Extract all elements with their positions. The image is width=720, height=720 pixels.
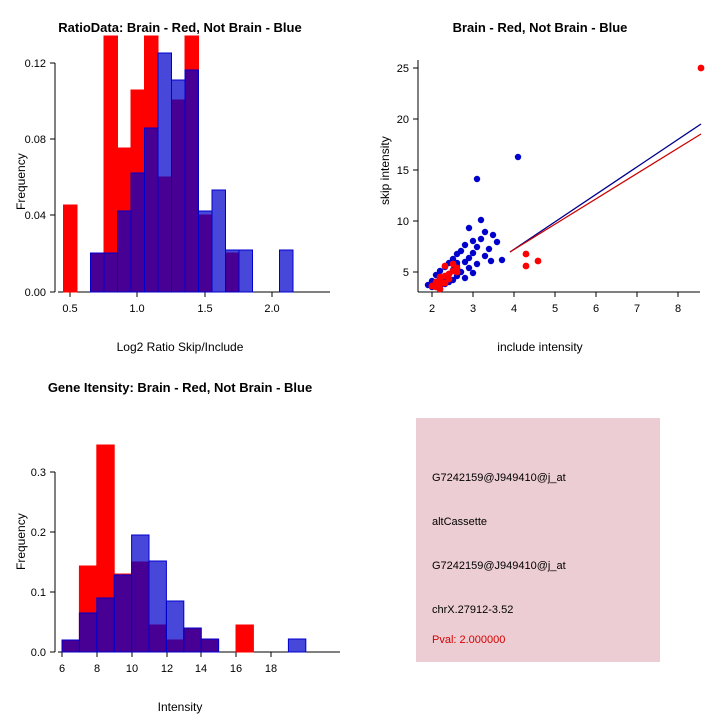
ratio-histogram-xlabel: Log2 Ratio Skip/Include bbox=[116, 340, 244, 354]
svg-text:0.1: 0.1 bbox=[30, 587, 46, 599]
scatter-ylabel: skip intensity bbox=[378, 136, 392, 205]
svg-text:8: 8 bbox=[93, 663, 101, 675]
scatter-title: Brain - Red, Not Brain - Blue bbox=[452, 20, 628, 35]
svg-text:3: 3 bbox=[469, 303, 477, 315]
svg-text:10: 10 bbox=[396, 216, 409, 228]
svg-text:18: 18 bbox=[264, 663, 278, 675]
probe-info-box bbox=[416, 418, 660, 662]
svg-text:20: 20 bbox=[396, 114, 409, 126]
fit-line-blue bbox=[510, 124, 701, 252]
genomic-location: chrX.27912-3.52 bbox=[432, 604, 514, 616]
scatter-points-blue bbox=[425, 154, 521, 290]
scatter-xlabel: include intensity bbox=[497, 340, 583, 354]
svg-text:0.3: 0.3 bbox=[30, 467, 46, 479]
gene-intensity-title: Gene Itensity: Brain - Red, Not Brain - Blue bbox=[47, 380, 313, 395]
svg-text:1.0: 1.0 bbox=[129, 303, 145, 315]
ratio-histogram-ylabel: Frequency bbox=[14, 153, 28, 210]
svg-text:10: 10 bbox=[125, 663, 139, 675]
svg-text:0.08: 0.08 bbox=[24, 134, 46, 146]
svg-text:1.5: 1.5 bbox=[197, 303, 213, 315]
svg-text:0.0: 0.0 bbox=[30, 647, 46, 659]
gene-intensity-plot bbox=[0, 360, 360, 720]
svg-text:2.0: 2.0 bbox=[264, 303, 280, 315]
svg-text:8: 8 bbox=[674, 303, 682, 315]
svg-text:0.12: 0.12 bbox=[24, 58, 46, 70]
event-type: altCassette bbox=[432, 516, 488, 528]
svg-text:0.5: 0.5 bbox=[62, 303, 78, 315]
probe-id-secondary: G7242159@J949410@j_at bbox=[432, 560, 566, 572]
panel-ratio-histogram bbox=[0, 0, 360, 360]
svg-text:6: 6 bbox=[592, 303, 600, 315]
panel-intensity-scatter bbox=[360, 0, 720, 360]
pval-text: Pval: 2.000000 bbox=[432, 634, 506, 646]
svg-text:0.04: 0.04 bbox=[24, 210, 46, 222]
gene-intensity-xlabel: Intensity bbox=[157, 700, 203, 714]
svg-text:5: 5 bbox=[402, 267, 409, 279]
svg-text:4: 4 bbox=[510, 303, 518, 315]
svg-text:14: 14 bbox=[194, 663, 208, 675]
fit-line-red bbox=[510, 134, 701, 252]
svg-text:6: 6 bbox=[58, 663, 66, 675]
svg-text:0.00: 0.00 bbox=[24, 287, 46, 299]
svg-text:12: 12 bbox=[160, 663, 174, 675]
svg-text:7: 7 bbox=[633, 303, 641, 315]
ratio-histogram-plot bbox=[0, 0, 360, 360]
svg-text:16: 16 bbox=[229, 663, 243, 675]
probe-id-primary: G7242159@J949410@j_at bbox=[432, 472, 566, 484]
svg-text:15: 15 bbox=[396, 165, 409, 177]
svg-text:0.2: 0.2 bbox=[30, 527, 46, 539]
svg-text:5: 5 bbox=[551, 303, 559, 315]
gene-intensity-ylabel: Frequency bbox=[14, 513, 28, 570]
svg-text:2: 2 bbox=[428, 303, 436, 315]
scatter-plot bbox=[360, 0, 720, 360]
svg-text:25: 25 bbox=[396, 63, 409, 75]
ratio-histogram-title: RatioData: Brain - Red, Not Brain - Blue bbox=[58, 20, 302, 35]
panel-gene-intensity-histogram bbox=[0, 360, 360, 720]
